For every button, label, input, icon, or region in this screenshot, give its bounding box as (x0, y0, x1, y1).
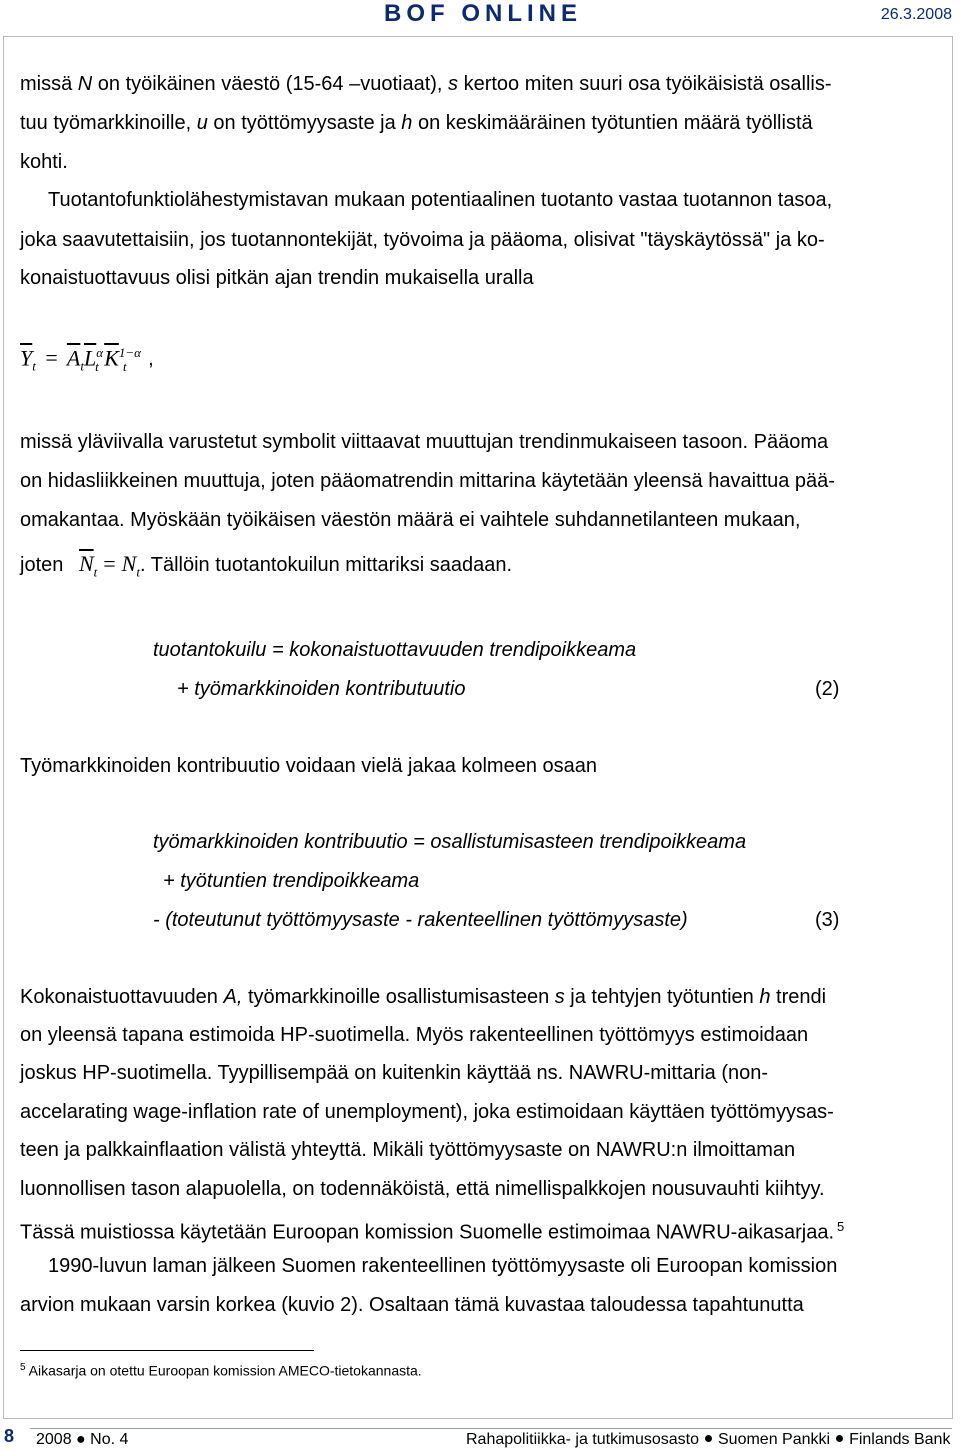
publication-date: 26.3.2008 (880, 6, 952, 23)
para2-line3: konaistuottavuus olisi pitkän ajan trendin mukaisella uralla (20, 267, 534, 289)
brand-title: BOF ONLINE (384, 0, 582, 27)
para5-line1: Kokonaistuottavuuden A, työmarkkinoille osallistumisasteen s ja tehtyjen työtuntien h trendi (20, 986, 827, 1008)
para3-line2: on hidasliikkeinen muuttuja, joten pääomatrendin mittarina käytetään yleensä havaittua pää- (20, 470, 835, 492)
para1-line2: tuu työmarkkinoille, u on työttömyysaste ja h on keskimääräinen työtuntien määrä työllistä (20, 112, 813, 134)
para1-line3: kohti. (20, 151, 68, 173)
para3-line4: joten $\overline{N}_t = N_t$. Tällöin tuotantokuilun mittariksi saadaan. (20, 551, 513, 580)
production-function-equation: $\overline{Y}_t = \overline{A}_t\overline{L}^\alpha_t$ $\overline{K}^{1-\alpha}_t$ , (20, 345, 154, 374)
formula3-line3: - (toteutunut työttömyysaste - rakenteellinen työttömyysaste) (153, 909, 688, 931)
para2-line1: Tuotantofunktiolähestymistavan mukaan potentiaalinen tuotanto vastaa tuotannon tasoa, (48, 189, 833, 211)
page-number: 8 (4, 1426, 15, 1446)
formula2-line1: tuotantokuilu = kokonaistuottavuuden trendipoikkeama (153, 639, 637, 661)
formula3-line2: + työtuntien trendipoikkeama (163, 870, 420, 892)
formula3-line1: työmarkkinoiden kontribuutio = osallistumisasteen trendipoikkeama (153, 831, 747, 853)
para6-line2: arvion mukaan varsin korkea (kuvio 2). Osaltaan tämä kuvastaa taloudessa tapahtunutta (20, 1294, 804, 1316)
para5-line5: teen ja palkkainflaation välistä yhteyttä. Mikäli työttömyysaste on NAWRU:n ilmoittaman (20, 1139, 796, 1161)
footnote: $^5$ Aikasarja on otettu Euroopan komission AMECO-tietokannasta. (20, 1362, 422, 1379)
para4-line1: Työmarkkinoiden kontribuutio voidaan vielä jakaa kolmeen osaan (20, 755, 598, 777)
para1-line1: missä N on työikäinen väestö (15-64 –vuotiaat), s kertoo miten suuri osa työikäisistä osallis- (20, 73, 832, 95)
footnote-separator (20, 1350, 314, 1351)
formula2-line2: + työmarkkinoiden kontributuutio (177, 678, 466, 700)
para5-line2: on yleensä tapana estimoida HP-suotimella. Myös rakenteellinen työttömyys estimoidaan (20, 1024, 809, 1046)
para5-line3: joskus HP-suotimella. Tyypillisempää on kuitenkin käyttää ns. NAWRU-mittaria (non- (20, 1062, 769, 1084)
para5-line6: luonnollisen tason alapuolella, on todennäköistä, että nimellispalkkojen nousuvauhti kiihtyy. (20, 1178, 825, 1200)
para3-line1: missä yläviivalla varustetut symbolit viittaavat muuttujan trendinmukaiseen tasoon. Pääoma (20, 431, 829, 453)
para5-line4: accelarating wage-inflation rate of unemployment), joka estimoidaan käyttäen työttömyysas- (20, 1101, 834, 1123)
para3-line3: omakantaa. Myöskään työikäisen väestön määrä ei vaihtele suhdannetilanteen mukaan, (20, 509, 801, 531)
footer-separator (30, 1428, 952, 1429)
publisher-line: Rahapolitiikka- ja tutkimusosasto Suomen Pankki Finlands Bank (466, 1431, 951, 1448)
para2-line2: joka saavutettaisiin, jos tuotannontekijät, työvoima ja pääoma, olisivat "täyskäytössä" ja ko- (20, 229, 825, 251)
footnote-reference[interactable]: 5 (837, 1219, 845, 1234)
para6-line1: 1990-luvun laman jälkeen Suomen rakenteellinen työttömyysaste oli Euroopan komission (48, 1255, 838, 1277)
formula3-number: (3) (815, 909, 840, 931)
formula2-number: (2) (815, 678, 840, 700)
bullet-icon (705, 1435, 712, 1442)
para5-line7: Tässä muistiossa käytetään Euroopan komission Suomelle estimoimaa NAWRU-aikasarjaa. $^5$ (20, 1219, 845, 1244)
issue-label: 2008 ● No. 4 (36, 1431, 129, 1448)
bullet-icon (836, 1435, 843, 1442)
